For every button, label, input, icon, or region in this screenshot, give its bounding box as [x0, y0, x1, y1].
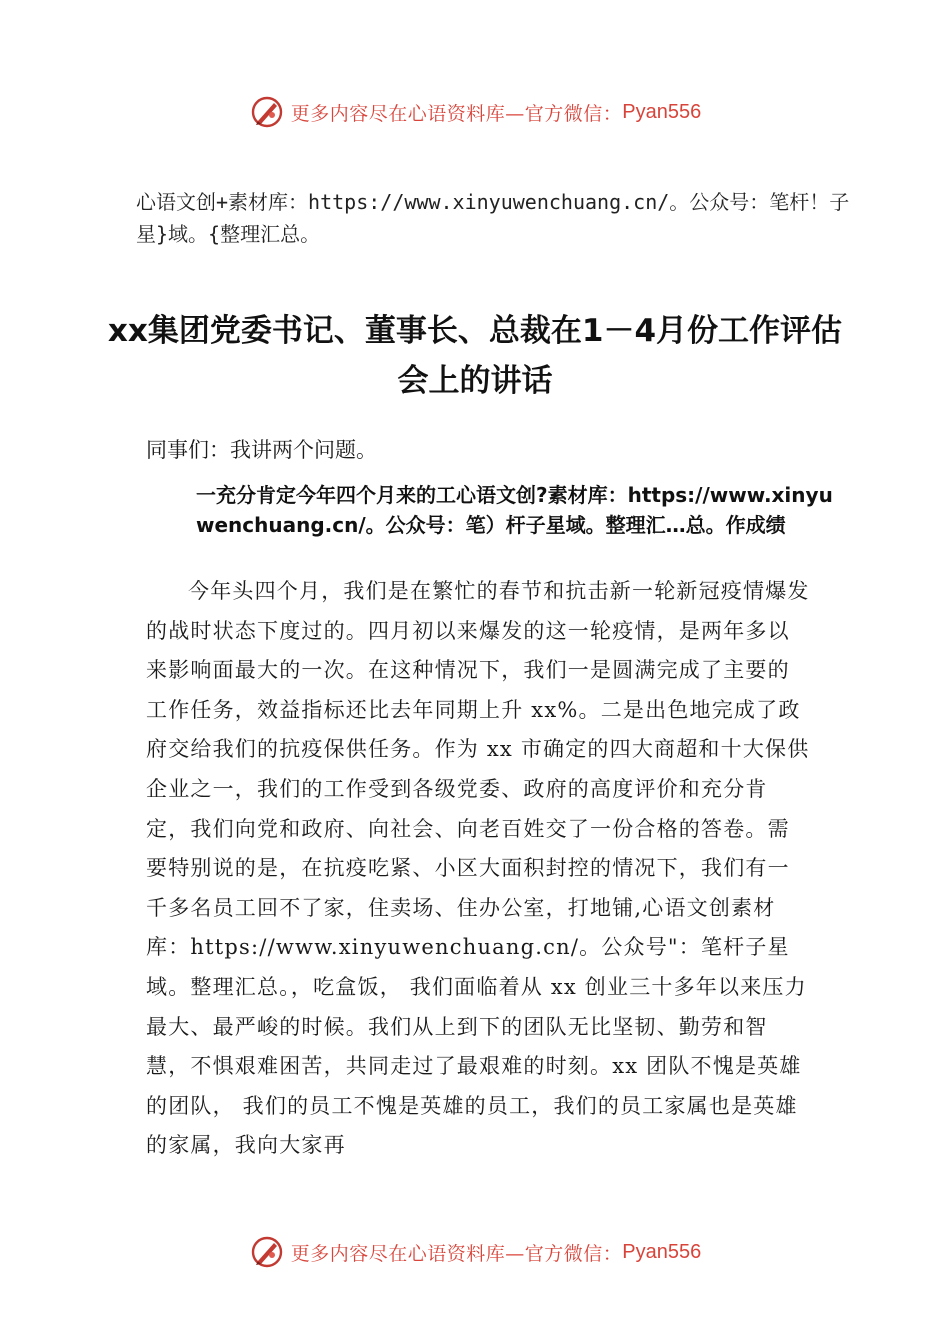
header-banner-text: 更多内容尽在心语资料库—官方微信：: [290, 102, 623, 125]
footer-banner-text: 更多内容尽在心语资料库—官方微信：: [290, 1242, 623, 1265]
footer-banner: [0, 1232, 950, 1272]
header-banner-handle: Pyan556: [622, 100, 702, 123]
body-paragraph: 今年头四个月，我们是在繁忙的春节和抗击新一轮新冠疫情爆发的战时状态下度过的。四月初以来爆发的这一轮疫情，是两年多以来影响面最大的一次。在这种情况下，我们一是圆满完成了主要的工作任务，效益指标还比去年同期上升 xx%。二是出色地完成了政府交给我们的抗疫保供任务。作为 xx 市确定的四大商超和十大保供企业之一，我们的工作受到各级党委、政府的高度评价和充分肯定，我们向党和政府、向社会、向老百姓交了一份合格的答卷。需要特别说的是，在抗疫吃紧、小区大面积封控的情况下，我们有一千多名员工回不了家，住卖场、住办公室，打地铺,心语文创素材库：https://www.xinyuwenchuang.cn/。公众号"：笔杆子星域。整理汇总。，吃盒饭， 我们面临着从 xx 创业三十多年以来压力最大、最严峻的时候。我们从上到下的团队无比坚韧、勤劳和智慧，不惧艰难困苦，共同走过了最艰难的时刻。xx 团队不愧是英雄的团队， 我们的员工不愧是英雄的员工，我们的员工家属也是英雄的家属，我向大家再: [146, 579, 810, 1158]
section-heading-1: 一充分肯定今年四个月来的工心语文创?素材库：https://www.xinyuwenchuang.cn/。公众号：笔）杆子星域。整理汇…总。作成绩: [196, 483, 833, 537]
footer-banner-handle: Pyan556: [622, 1240, 702, 1263]
preface-text: 心语文创+素材库：https://www.xinyuwenchuang.cn/。公众号：笔杆！子星}域。{整理汇总。: [136, 190, 850, 246]
page-title: xx集团党委书记、董事长、总裁在1－4月份工作评估会上的讲话: [107, 313, 843, 399]
pen-logo-icon: [249, 94, 285, 130]
header-banner: [0, 92, 950, 132]
greeting: 同事们：我讲两个问题。: [146, 438, 377, 462]
pen-logo-icon: [249, 1234, 285, 1270]
